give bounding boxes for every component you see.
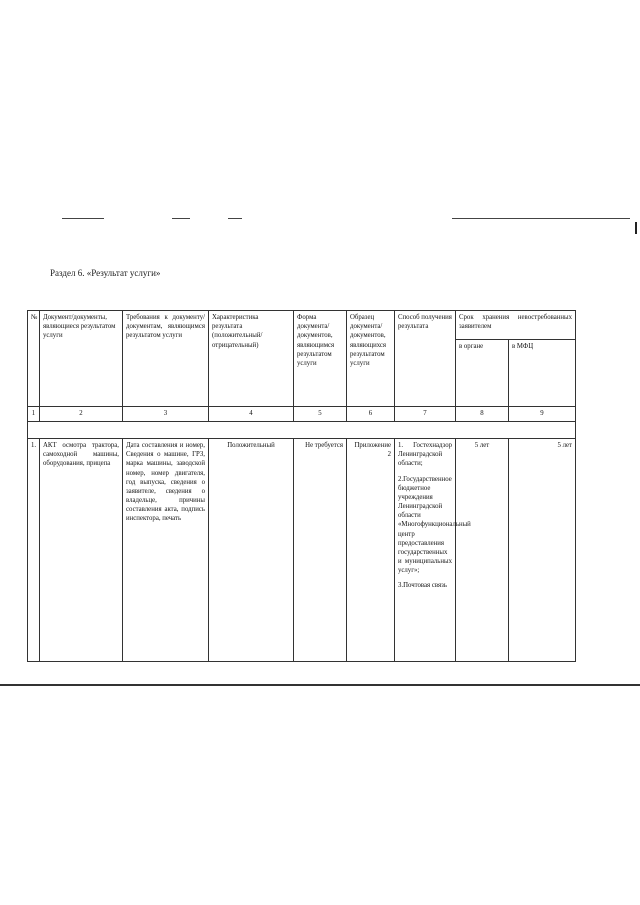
row-method (395, 439, 471, 662)
bottom-rule (0, 684, 640, 686)
section-title: Раздел 6. «Результат услуги» (50, 268, 161, 278)
row-requirements: Дата составления и номер, Сведения о машине, ГРЗ, марка машины, заводской номер, номер двигателя, год выпуска, сведения о заявителе, сведения о владельце, причины составления акта, подпись инспектора, печать (123, 439, 209, 662)
method-item-3: 3.Почтовая связь (398, 582, 447, 590)
header-form: Форма документа/документов, являющимся результатом услуги (294, 311, 347, 407)
col-number: 9 (509, 407, 576, 422)
blank-row (28, 422, 576, 439)
row-document: АКТ осмотра трактора, самоходной машины, оборудования, прицепа (40, 439, 123, 662)
header-requirements: Требования к документу/документам, являющимся результатом услуги (123, 311, 209, 407)
col-number: 3 (123, 407, 209, 422)
top-rule-fragment-4 (452, 218, 630, 219)
header-storage-org: в органе (456, 340, 509, 407)
row-storage-mfc: 5 лет (509, 439, 576, 662)
header-sample: Образец документа/документов, являющихся результатом услуги (347, 311, 395, 407)
method-item-1: 1. Гостехнадзор Ленинградской области; (398, 442, 452, 468)
header-storage-mfc: в МФЦ (509, 340, 576, 407)
row-form: Не требуется (294, 439, 347, 662)
col-number: 6 (347, 407, 395, 422)
col-number: 7 (395, 407, 456, 422)
header-docs: Документ/документы, являющиеся результатом услуги (40, 311, 123, 407)
method-item-2: 2.Государственное бюджетное учреждения Ленинградской области «Многофункциональный центр предоставления государственных и муниципальных услуг»; (398, 475, 471, 575)
table-row (28, 439, 576, 662)
row-storage-org: 5 лет (456, 439, 509, 662)
row-sample: Приложение 2 (347, 439, 395, 662)
header-row (28, 311, 576, 340)
column-number-row (28, 407, 576, 422)
header-num: № (28, 311, 40, 407)
col-number: 5 (294, 407, 347, 422)
header-characteristic: Характеристика результата (положительный/отрицательный) (209, 311, 294, 407)
result-table (27, 310, 576, 662)
top-rule-fragment-1 (62, 218, 104, 219)
row-number: 1. (28, 439, 40, 662)
col-number: 8 (456, 407, 509, 422)
col-number: 1 (28, 407, 40, 422)
right-edge-mark (635, 222, 637, 234)
header-method: Способ получения результата (395, 311, 456, 407)
top-rule-fragment-2 (172, 218, 190, 219)
col-number: 4 (209, 407, 294, 422)
top-rule-fragment-3 (228, 218, 242, 219)
row-characteristic: Положительный (209, 439, 294, 662)
blank-cell (28, 422, 576, 439)
col-number: 2 (40, 407, 123, 422)
header-storage: Срок хранения невостребованных заявителем (456, 311, 576, 340)
